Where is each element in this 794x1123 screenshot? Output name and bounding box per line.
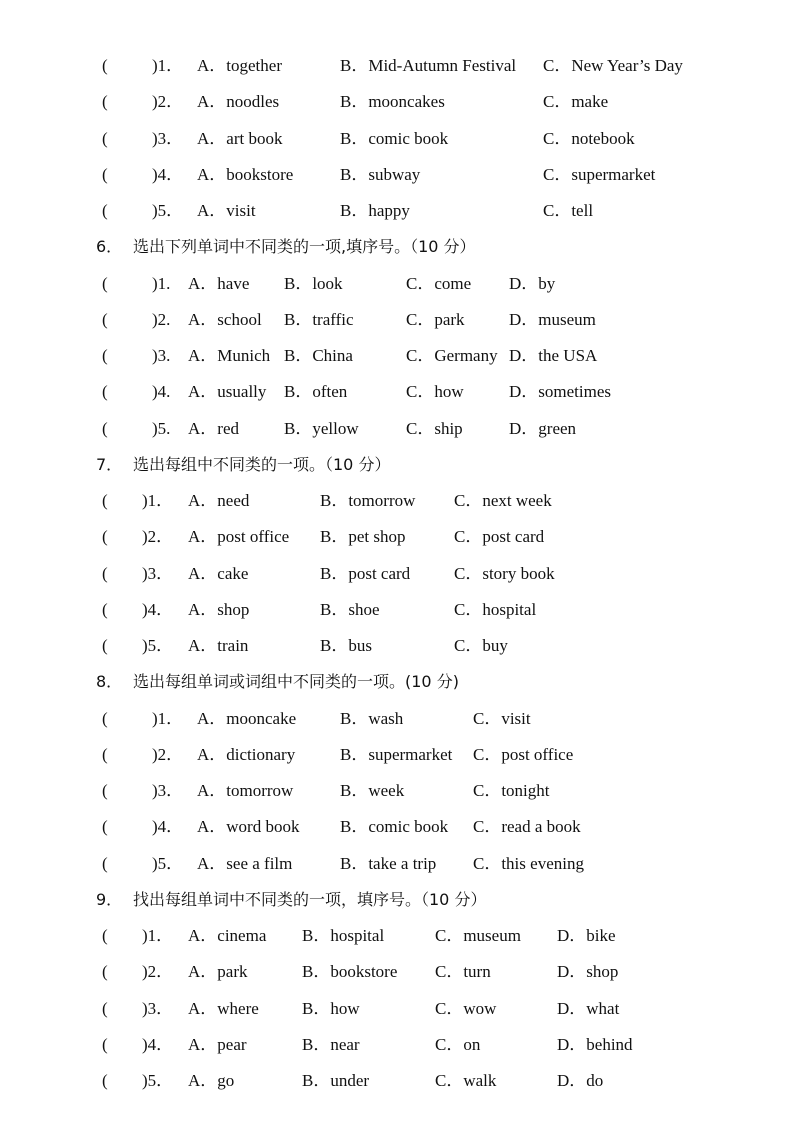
answer-blank[interactable]: ( [102,418,108,438]
answer-blank[interactable]: ( [102,1071,108,1090]
option-a: A．red [188,418,239,438]
option-a: A．train [188,636,249,655]
option-c: C．make [543,92,609,112]
option-c: C．visit [473,708,531,728]
answer-blank[interactable]: ( [102,708,108,728]
question-number: )5． [142,636,174,655]
option-c: C．wow [435,998,497,1018]
question-number: )1. [152,273,171,293]
option-b: B．happy [340,201,410,220]
answer-blank[interactable]: ( [102,563,108,583]
answer-blank[interactable]: ( [102,309,108,329]
option-c: C．post office [473,744,574,764]
answer-blank[interactable]: ( [102,164,108,184]
answer-blank[interactable]: ( [102,817,108,837]
option-b: B．look [284,273,343,293]
question-number: )5. [152,418,171,438]
option-d: D．museum [509,309,596,329]
question-number: )5． [142,1071,174,1090]
option-c: C．Germany [406,346,498,365]
option-b: B．bookstore [302,962,398,982]
option-c: C．buy [454,636,508,655]
answer-blank[interactable]: ( [102,853,108,873]
answer-blank[interactable]: ( [102,56,108,75]
question-number: )1． [142,926,174,945]
question-number: )2． [142,962,174,982]
question-number: )4． [142,1034,174,1054]
option-b: B．under [302,1071,370,1090]
option-b: B．tomorrow [320,491,416,510]
option-c: C．supermarket [543,164,656,184]
question-number: )1． [152,56,184,75]
option-a: A．cinema [188,926,267,945]
option-c: C．this evening [473,853,584,873]
answer-blank[interactable]: ( [102,527,108,547]
option-c: C．story book [454,563,555,583]
option-a: A．Munich [188,346,271,365]
question-number: )4． [152,817,184,837]
question-number: )5． [152,853,184,873]
option-a: A．visit [197,201,256,220]
option-a: A．art book [197,128,283,148]
question-number: )1． [142,491,174,510]
option-c: C．park [406,309,465,329]
option-c: C．how [406,382,464,402]
answer-blank[interactable]: ( [102,636,108,655]
option-c: C．on [435,1034,481,1054]
question-number: )4． [152,164,184,184]
section-instruction: 找出每组单词中不同类的一项，填序号。（10 分） [133,889,487,909]
question-number: )3． [152,781,184,800]
answer-blank[interactable]: ( [102,744,108,764]
option-c: C．walk [435,1071,497,1090]
question-number: )2． [152,744,184,764]
question-number: )2． [152,92,184,112]
answer-blank[interactable]: ( [102,926,108,945]
option-a: A．school [188,309,262,329]
answer-blank[interactable]: ( [102,962,108,982]
option-d: D．the USA [509,346,598,365]
section-instruction: 选出每组单词或词组中不同类的一项。(10 分) [133,672,459,692]
option-c: C．hospital [454,599,537,619]
answer-blank[interactable]: ( [102,201,108,220]
option-a: A．go [188,1071,235,1090]
answer-blank[interactable]: ( [102,599,108,619]
option-a: A．park [188,962,248,982]
option-b: B．week [340,781,405,800]
section-number: 8． [96,672,123,692]
option-a: A．noodles [197,92,280,112]
option-b: B．Mid-Autumn Festival [340,56,517,75]
question-number: )3． [142,998,174,1018]
option-b: B．traffic [284,309,354,329]
answer-blank[interactable]: ( [102,491,108,510]
option-b: B．China [284,346,353,365]
option-b: B．mooncakes [340,92,445,112]
option-a: A．dictionary [197,744,296,764]
answer-blank[interactable]: ( [102,382,108,402]
option-d: D．green [509,418,577,438]
option-b: B．comic book [340,128,449,148]
option-d: D．shop [557,962,619,982]
answer-blank[interactable]: ( [102,1034,108,1054]
option-d: D．by [509,273,556,293]
option-c: C．New Year’s Day [543,56,683,75]
option-a: A．together [197,56,282,75]
section-number: 6． [96,237,123,257]
option-a: A．see a film [197,853,293,873]
option-c: C．next week [454,491,552,510]
question-number: )5． [152,201,184,220]
option-d: D．do [557,1071,604,1090]
option-c: C．tonight [473,781,550,800]
question-number: )4. [152,382,171,402]
question-number: )2. [152,309,171,329]
question-number: )3． [142,563,174,583]
option-a: A．have [188,273,250,293]
answer-blank[interactable]: ( [102,998,108,1018]
question-number: )3． [152,128,184,148]
option-a: A．usually [188,382,267,402]
option-b: B．supermarket [340,744,453,764]
option-b: B．post card [320,563,411,583]
option-b: B．hospital [302,926,385,945]
option-c: C．notebook [543,128,635,148]
option-a: A．where [188,998,259,1018]
option-b: B．shoe [320,599,380,619]
option-a: A．post office [188,527,290,547]
section-number: 9． [96,889,123,909]
option-a: A．mooncake [197,708,297,728]
option-b: B．subway [340,164,421,184]
option-a: A．bookstore [197,164,294,184]
option-b: B．often [284,382,348,402]
answer-blank[interactable]: ( [102,273,108,293]
section-instruction: 选出下列单词中不同类的一项,填序号。（10 分） [133,237,476,257]
option-c: C．read a book [473,817,581,837]
option-b: B．pet shop [320,527,406,547]
option-c: C．come [406,273,472,293]
option-b: B．how [302,998,360,1018]
option-a: A．pear [188,1034,247,1054]
answer-blank[interactable]: ( [102,346,108,365]
answer-blank[interactable]: ( [102,781,108,800]
section-number: 7． [96,454,123,474]
option-c: C．turn [435,962,491,982]
option-b: B．comic book [340,817,449,837]
option-d: D．behind [557,1034,633,1054]
option-c: C．museum [435,926,521,945]
option-b: B．yellow [284,418,359,438]
section-instruction: 选出每组中不同类的一项。（10 分） [133,454,391,474]
answer-blank[interactable]: ( [102,92,108,112]
option-a: A．tomorrow [197,781,294,800]
option-a: A．shop [188,599,250,619]
question-number: )4． [142,599,174,619]
option-b: B．wash [340,708,404,728]
option-a: A．cake [188,563,249,583]
option-a: A．need [188,491,250,510]
option-c: C．post card [454,527,545,547]
option-b: B．near [302,1034,360,1054]
question-number: )3. [152,346,171,365]
question-number: )1． [152,708,184,728]
option-d: D．what [557,998,620,1018]
answer-blank[interactable]: ( [102,128,108,148]
question-number: )2． [142,527,174,547]
option-d: D．sometimes [509,382,611,402]
option-b: B．bus [320,636,372,655]
option-b: B．take a trip [340,853,437,873]
option-d: D．bike [557,926,616,945]
option-c: C．tell [543,201,594,220]
option-a: A．word book [197,817,300,837]
option-c: C．ship [406,418,463,438]
